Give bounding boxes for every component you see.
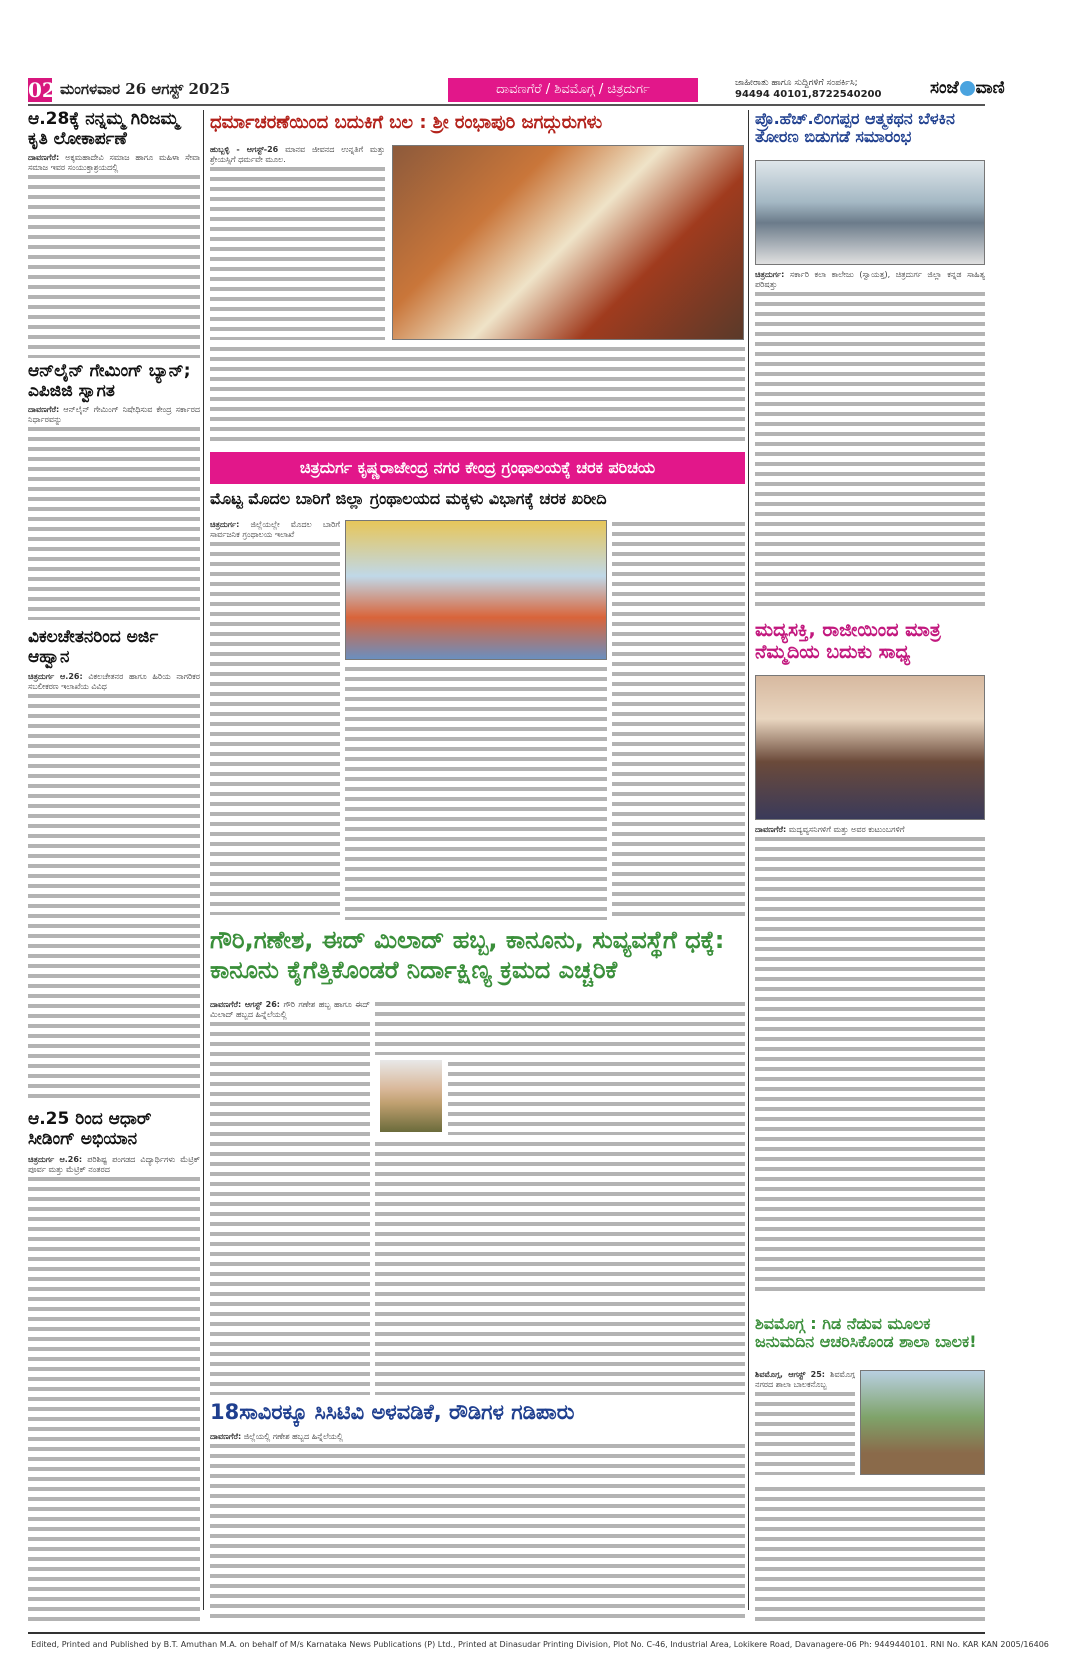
headline-cctv: 18ಸಾವಿರಕ್ಕೂ ಸಿಸಿಟಿವಿ ಅಳವಡಿಕೆ, ರೌಡಿಗಳ ಗಡಿಪಾರು — [210, 1400, 575, 1424]
article-girijamma — [28, 153, 200, 358]
headline-lingappa: ಪ್ರೊ.ಹೆಚ್.ಲಿಂಗಪ್ಪರ ಆತ್ಮಕಥನ ಬೆಳಕಿನ ತೋರಣ ಬಿಡುಗಡೆ ಸಮಾರಂಭ — [755, 109, 955, 147]
imprint-line: Edited, Printed and Published by B.T. Amuthan M.A. on behalf of M/s Karnataka News Publications (P) Ltd., Printed at Dinasudar Printing Division, Plot No. C-46, Industrial Area, Lokikere Road, Davanagere-06 Ph: 9449440101. RNI No. KAR KAN 2005/16406 — [31, 1640, 1049, 1649]
body-text — [28, 692, 200, 1102]
lead-text: ಗೌರಿ ಗಣೇಶ ಹಬ್ಬ ಹಾಗೂ ಈದ್ ಮಿಲಾದ್ ಹಬ್ಬದ ಹಿನ್ನೆಲೆಯಲ್ಲಿ — [210, 1000, 370, 1019]
headline-rambhapuri: ಧರ್ಮಾಚರಣೆಯಿಂದ ಬದುಕಿಗೆ ಬಲ : ಶ್ರೀ ರಂಭಾಪುರಿ ಜಗದ್ಗುರುಗಳು — [210, 112, 603, 133]
body-text — [210, 540, 340, 915]
dateline: ಶಿವಮೊಗ್ಗ, ಆಗಸ್ಟ್ 25: — [755, 1370, 825, 1379]
body-text — [210, 345, 745, 445]
page-number: 02 — [28, 78, 56, 102]
footer-rule — [28, 1632, 985, 1634]
dateline: ದಾವಣಗೆರೆ: — [28, 405, 60, 414]
article-sapling — [755, 1370, 855, 1480]
lead-text: ಆನ್‌ಲೈನ್ ಗೇಮಿಂಗ್ ನಿಷೇಧಿಸುವ ಕೇಂದ್ರ ಸರ್ಕಾರದ ನಿರ್ಧಾರವನ್ನು — [28, 405, 200, 424]
photo-book-release — [755, 160, 985, 265]
body-text — [375, 1000, 745, 1055]
article-lingappa — [755, 270, 985, 610]
article-aadhaar — [28, 1155, 200, 1625]
dateline: ಚಿತ್ರದುರ್ಗ ಆ.26: — [28, 672, 83, 681]
lead-text: ಮಾನವ ಜೀವನದ ಉನ್ನತಿಗೆ ಮತ್ತು ಶ್ರೇಯಸ್ಸಿಗೆ ಧರ್ಮವೇ ಮೂಲ. — [210, 145, 385, 164]
article-festival — [210, 1000, 370, 1395]
lead-text: ಮದ್ಯವ್ಯಸನಿಗಳಿಗೆ ಮತ್ತು ಅವರ ಕುಟುಂಬಗಳಿಗೆ — [788, 825, 905, 834]
lead-text: ವಿಕಲಚೇತನರ ಹಾಗೂ ಹಿರಿಯ ನಾಗರಿಕರ ಸಬಲೀಕರಣ ಇಲಾಖೆಯ ವಿವಿಧ — [28, 672, 200, 691]
dateline: ಚಿತ್ರದುರ್ಗ ಆ.26: — [28, 1155, 83, 1164]
lead-text: ಜಿಲ್ಲೆಯಲ್ಲಿ ಗಣೇಶ ಹಬ್ಬದ ಹಿನ್ನೆಲೆಯಲ್ಲಿ — [243, 1432, 343, 1441]
dateline: ದಾವಣಗೆರೆ: — [210, 1432, 242, 1441]
body-text — [210, 165, 385, 340]
photo-deaddiction-event — [755, 675, 985, 820]
dateline: ದಾವಣಗೆರೆ: — [755, 825, 787, 834]
body-text — [210, 1442, 745, 1622]
lead-text: ಅಕ್ಕಮಹಾದೇವಿ ಸಮಾಜ ಹಾಗೂ ಮಹಿಳಾ ಸೇವಾ ಸಮಾಜ ಇವರ ಸಂಯುಕ್ತಾಶ್ರಯದಲ್ಲಿ — [28, 153, 200, 172]
body-text — [28, 173, 200, 358]
dateline: ದಾವಣಗೆರೆ: ಆಗಸ್ಟ್ 26: — [210, 1000, 280, 1009]
photo-police-officer — [380, 1060, 442, 1132]
column-divider — [203, 110, 204, 1610]
body-text — [375, 1140, 745, 1395]
body-text — [448, 1060, 745, 1135]
photo-swamijis — [392, 145, 744, 340]
headline-girijamma: ಆ.28ಕ್ಕೆ ನನ್ನಮ್ಮ ಗಿರಿಜಮ್ಮ ಕೃತಿ ಲೋಕಾರ್ಪಣೆ — [28, 109, 179, 149]
body-text — [755, 1390, 855, 1475]
photo-library-charaka — [345, 520, 607, 660]
article-library — [210, 520, 340, 920]
lead-text: ಸರ್ಕಾರಿ ಕಲಾ ಕಾಲೇಜು (ಸ್ವಾಯತ್ತ), ಚಿತ್ರದುರ್ಗ ಜಿಲ್ಲಾ ಕನ್ನಡ ಸಾಹಿತ್ಯ ಪರಿಷತ್ತು — [755, 270, 985, 289]
library-banner: ಚಿತ್ರದುರ್ಗ ಕೃಷ್ಣರಾಜೇಂದ್ರ ನಗರ ಕೇಂದ್ರ ಗ್ರಂಥಾಲಯಕ್ಕೆ ಚರಕ ಪರಿಚಯ — [210, 452, 745, 484]
contact-numbers: 94494 40101,8722540200 — [735, 89, 882, 100]
lead-text: ಜಿಲ್ಲೆಯಲ್ಲೇ ಮೊದಲ ಬಾರಿಗೆ ಸಾರ್ವಜನಿಕ ಗ್ರಂಥಾಲಯ ಇಲಾಖೆ — [210, 520, 340, 539]
headline-gaming: ಆನ್‌ಲೈನ್ ಗೇಮಿಂಗ್ ಬ್ಯಾನ್; ಎಪಿಜಿಜಿ ಸ್ವಾಗತ — [28, 361, 191, 401]
body-text — [612, 520, 745, 920]
contact-info — [735, 78, 881, 101]
dateline: ಹುಬ್ಬಳ್ಳಿ - ಆಗಸ್ಟ್-26 — [210, 145, 279, 154]
article-gaming — [28, 405, 200, 620]
headline-festival: ಗೌರಿ,ಗಣೇಶ, ಈದ್ ಮಿಲಾದ್ ಹಬ್ಬ, ಕಾನೂನು, ಸುವ್ಯವಸ್ಥೆಗೆ ಧಕ್ಕೆ: ಕಾನೂನು ಕೈಗೆತ್ತಿಕೊಂಡರೆ ನಿರ್ದಾಕ್ಷಿಣ್ಯ ಕ್ರಮದ ಎಚ್ಚರಿಕೆ — [210, 926, 725, 984]
headline-library: ಮೊಟ್ಟ ಮೊದಲ ಬಾರಿಗೆ ಜಿಲ್ಲಾ ಗ್ರಂಥಾಲಯದ ಮಕ್ಕಳು ವಿಭಾಗಕ್ಕೆ ಚರಕ ಖರೀದಿ — [210, 489, 607, 508]
body-text — [28, 1175, 200, 1625]
dateline: ಚಿತ್ರದುರ್ಗ: — [210, 520, 240, 529]
lead-text: ಪರಿಶಿಷ್ಟ ಪಂಗಡದ ವಿದ್ಯಾರ್ಥಿಗಳು ಮೆಟ್ರಿಕ್ ಪೂರ್ವ ಮತ್ತು ಮೆಟ್ರಿಕ್ ನಂತರದ — [28, 1155, 200, 1174]
headline-disabled: ವಿಕಲಚೇತನರಿಂದ ಅರ್ಜಿ ಆಹ್ವಾನ — [28, 627, 159, 667]
lead-text: ಶಿವಮೊಗ್ಗ ನಗರದ ಶಾಲಾ ಬಾಲಕನೊಬ್ಬ — [755, 1370, 855, 1389]
column-divider — [748, 110, 749, 1610]
headline-sapling: ಶಿವಮೊಗ್ಗ : ಗಿಡ ನೆಡುವ ಮೂಲಕ ಜನುಮದಿನ ಆಚರಿಸಿಕೊಂಡ ಶಾಲಾ ಬಾಲಕ! — [755, 1314, 977, 1352]
body-text — [210, 1020, 370, 1395]
body-text — [755, 835, 985, 1295]
body-text — [345, 665, 607, 920]
contact-label: ಜಾಹೀರಾತು ಹಾಗೂ ಸುದ್ದಿಗಳಿಗೆ ಸಂಪರ್ಕಿಸಿ; — [735, 78, 858, 88]
article-disabled — [28, 672, 200, 1102]
headline-aadhaar: ಆ.25 ರಿಂದ ಆಧಾರ್ ಸೀಡಿಂಗ್ ಅಭಿಯಾನ — [28, 1109, 152, 1149]
photo-sapling-boy — [860, 1370, 985, 1475]
article-deaddiction — [755, 825, 985, 1305]
header-rule — [28, 104, 985, 106]
region-banner: ದಾವಣಗೆರೆ / ಶಿವಮೊಗ್ಗ / ಚಿತ್ರದುರ್ಗ — [448, 78, 698, 102]
body-text — [28, 425, 200, 620]
dateline: ಚಿತ್ರದುರ್ಗ: — [755, 270, 785, 279]
headline-deaddiction: ಮದ್ಯಸಕ್ತಿ, ರಾಜೀಯಿಂದ ಮಾತ್ರ ನೆಮ್ಮದಿಯ ಬದುಕು ಸಾಧ್ಯ — [755, 619, 941, 663]
body-text — [755, 1485, 985, 1625]
body-text — [755, 290, 985, 610]
article-cctv — [210, 1432, 745, 1627]
dateline: ದಾವಣಗೆರೆ: — [28, 153, 60, 162]
globe-icon — [960, 81, 975, 96]
newspaper-logo: ಸಂಜೆ ವಾಣಿ — [930, 78, 1005, 98]
article-rambhapuri — [210, 145, 385, 340]
issue-date: ಮಂಗಳವಾರ 26 ಆಗಸ್ಟ್ 2025 — [60, 80, 231, 98]
